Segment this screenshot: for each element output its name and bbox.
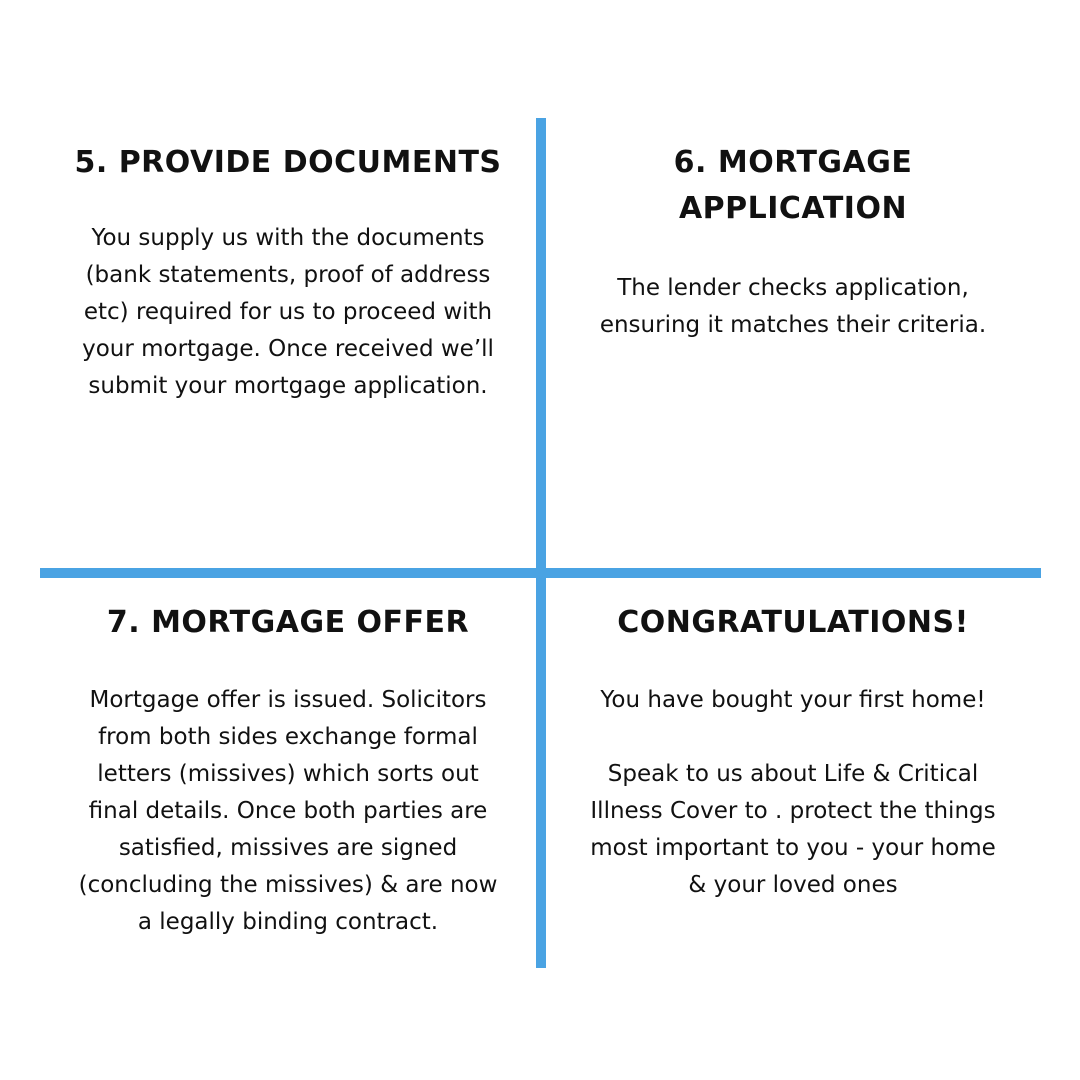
step-5-line: your mortgage. Once received we’ll	[82, 336, 494, 362]
congratulations-line: Illness Cover to . protect the things	[590, 798, 996, 824]
step-7-description	[48, 682, 528, 941]
step-7-line: from both sides exchange formal	[98, 724, 478, 750]
step-7-line: final details. Once both parties are	[88, 798, 488, 824]
step-7-line: (concluding the missives) & are now	[78, 872, 498, 898]
step-5-title: 5. PROVIDE DOCUMENTS	[74, 145, 502, 180]
congratulations-line: & your loved ones	[688, 872, 898, 898]
step-7-mortgage-offer	[48, 600, 528, 941]
congratulations-title: CONGRATULATIONS!	[617, 605, 969, 640]
congratulations-intro: You have bought your first home!	[600, 687, 986, 713]
congratulations-section	[553, 600, 1033, 904]
step-6-title	[553, 140, 1033, 232]
step-6-line: The lender checks application,	[617, 275, 969, 301]
step-6-title-line: APPLICATION	[678, 191, 908, 226]
congratulations-line: most important to you - your home	[590, 835, 996, 861]
step-5-line: (bank statements, proof of address	[85, 262, 491, 288]
step-6-title-line: 6. MORTGAGE	[673, 145, 913, 180]
vertical-divider	[536, 118, 546, 968]
congratulations-description	[553, 756, 1033, 904]
congratulations-line: Speak to us about Life & Critical	[607, 761, 979, 787]
step-7-line: a legally binding contract.	[137, 909, 439, 935]
step-7-title: 7. MORTGAGE OFFER	[106, 605, 470, 640]
step-5-line: You supply us with the documents	[91, 225, 485, 251]
step-5-description	[48, 220, 528, 405]
step-6-mortgage-application	[553, 140, 1033, 344]
step-6-line: ensuring it matches their criteria.	[599, 312, 987, 338]
horizontal-divider	[40, 568, 1041, 578]
step-7-line: satisfied, missives are signed	[118, 835, 458, 861]
step-5-line: etc) required for us to proceed with	[83, 299, 493, 325]
step-5-provide-documents	[48, 140, 528, 405]
step-5-line: submit your mortgage application.	[88, 373, 488, 399]
step-7-line: Mortgage offer is issued. Solicitors	[89, 687, 487, 713]
step-7-line: letters (missives) which sorts out	[97, 761, 479, 787]
step-6-description	[553, 270, 1033, 344]
